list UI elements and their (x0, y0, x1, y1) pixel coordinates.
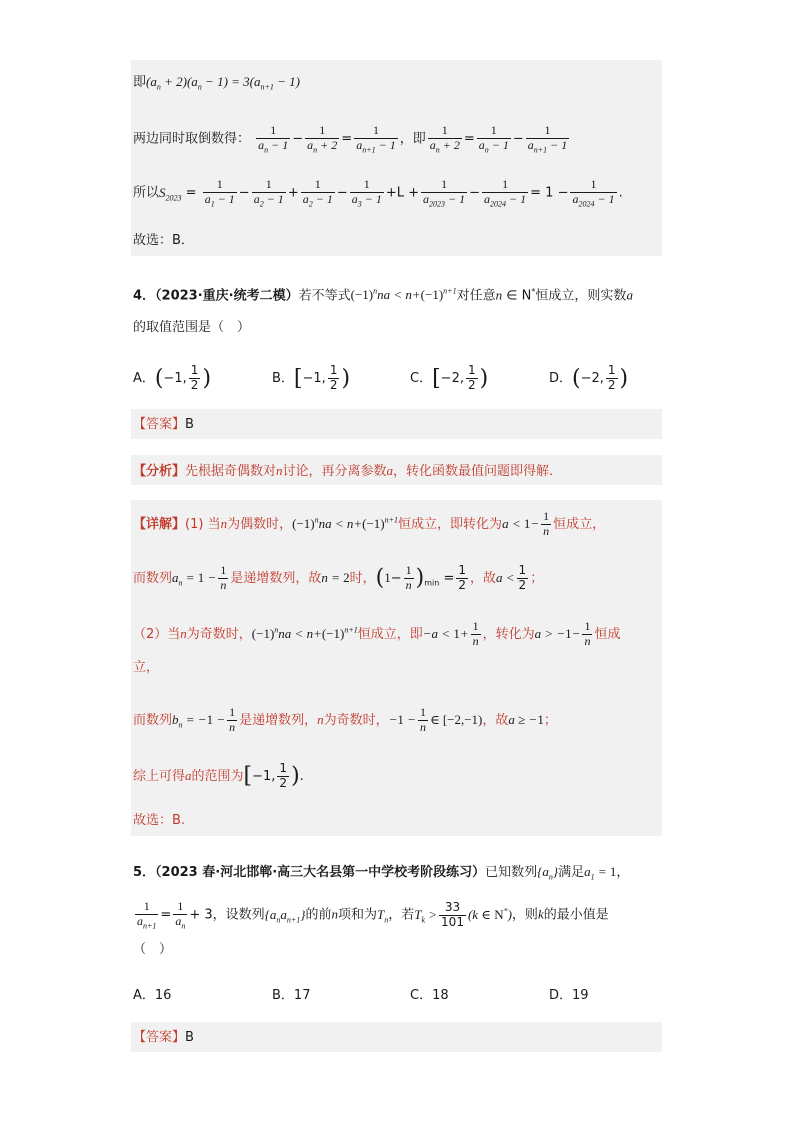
option-b-q5[interactable]: B．17 (272, 988, 311, 1003)
option-d-q5[interactable]: D．19 (549, 988, 589, 1003)
detail-line-2: 而数列$a_n = 1$ − $\frac{1}{n}$ 是递增数列，故n = 2时，(1− $\frac{1}{n}$ )$_{min}$ = $\frac{1}{2}$ ，故a < $\frac{1}{2}$ ； (133, 563, 544, 592)
solution-line-1: 即$(a_n + 2)(a_n - 1) = 3(a_{n+1} - 1)$ (133, 74, 301, 92)
option-b[interactable]: B．[−1, $\frac{1}{2}$ ) (272, 363, 351, 392)
detail-line-1: 【详解】(1) 当n为偶数时，$(-1)^nna < n+(-1)^{n+1}$恒成立，即转化为a < 1− $\frac{1}{n}$ 恒成立， (133, 509, 606, 538)
question-4-stem: 4．（2023·重庆·统考二模）若不等式$(-1)^nna < n+(-1)^{n+1}$对任意n ∈ N*恒成立，则实数a (133, 287, 633, 304)
detail-line-3: （2）当n为奇数时，$(-1)^nna < n+(-1)^{n+1}$恒成立，即−a < 1+ $\frac{1}{n}$ ，转化为a > −1− $\frac{1}{n}$ 恒成 (133, 619, 621, 648)
analysis-line: 【分析】先根据奇偶数对n讨论，再分离参数a，转化函数最值问题即得解. (133, 463, 554, 479)
answer-line: 【答案】B (133, 417, 194, 432)
detail-line-4: 立， (133, 660, 160, 675)
detail-line-5: 而数列$b_n = -1$ − $\frac{1}{n}$ 是递增数列，n为奇数时，−1 − $\frac{1}{n}$ ∈ [−2,−1)，故a ≥ −1； (133, 705, 557, 734)
option-c[interactable]: C．[−2, $\frac{1}{2}$ ) (410, 363, 489, 392)
question-5-stem: 5．（2023 春·河北邯郸·高三大名县第一中学校考阶段练习）已知数列$\{a_n\}$满足$a_1 = 1$， (133, 864, 630, 882)
answer-line-q5: 【答案】B (133, 1030, 194, 1045)
option-c-q5[interactable]: C．18 (410, 988, 449, 1003)
answer-band (131, 409, 662, 439)
option-a[interactable]: A．(−1, $\frac{1}{2}$ ) (133, 363, 212, 392)
detail-line-6: 综上可得a的范围为[−1, $\frac{1}{2}$ ). (133, 761, 304, 790)
option-d[interactable]: D．(−2, $\frac{1}{2}$ ) (549, 363, 629, 392)
answer-band-q5 (131, 1022, 662, 1052)
detail-final: 故选：B. (133, 813, 186, 828)
solution-line-2: 两边同时取倒数得： $\frac{1}{a_n - 1}$ − $\frac{1}{a_n + 2}$ = $\frac{1}{a_{n+1} - 1}$ ，即 $\frac{1}{a_n + 2}$ = $\frac{1}{a_n - 1}$ − $\frac{1}{a_{n+1} - 1}$ (133, 123, 568, 155)
option-a-q5[interactable]: A．16 (133, 988, 172, 1003)
solution-line-3: 所以$S_{2023}$ = $\frac{1}{a_1 - 1}$ − $\frac{1}{a_2 - 1}$ + $\frac{1}{a_2 - 1}$ − $\frac{1}{a_3 - 1}$ +L + $\frac{1}{a_{2023} - 1}$ − $\frac{1}{a_{2024} - 1}$ = 1 − $\frac{1}{a_{2024} - 1}$ . (133, 177, 623, 209)
solution-final: 故选：B． (133, 233, 194, 248)
question-4-stem-cont: 的取值范围是（ ） (133, 320, 251, 335)
question-5-stem-cont: $\frac{1}{a_{n+1}}$ = $\frac{1}{a_n}$ + 3，设数列$\{a_na_{n+1}\}$的前n项和为$T_n$，若$T_k$ > $\frac{33}{101}$ (k ∈ N*)，则k的最小值是 (137, 899, 609, 931)
question-5-blank: （ ） (133, 942, 173, 957)
